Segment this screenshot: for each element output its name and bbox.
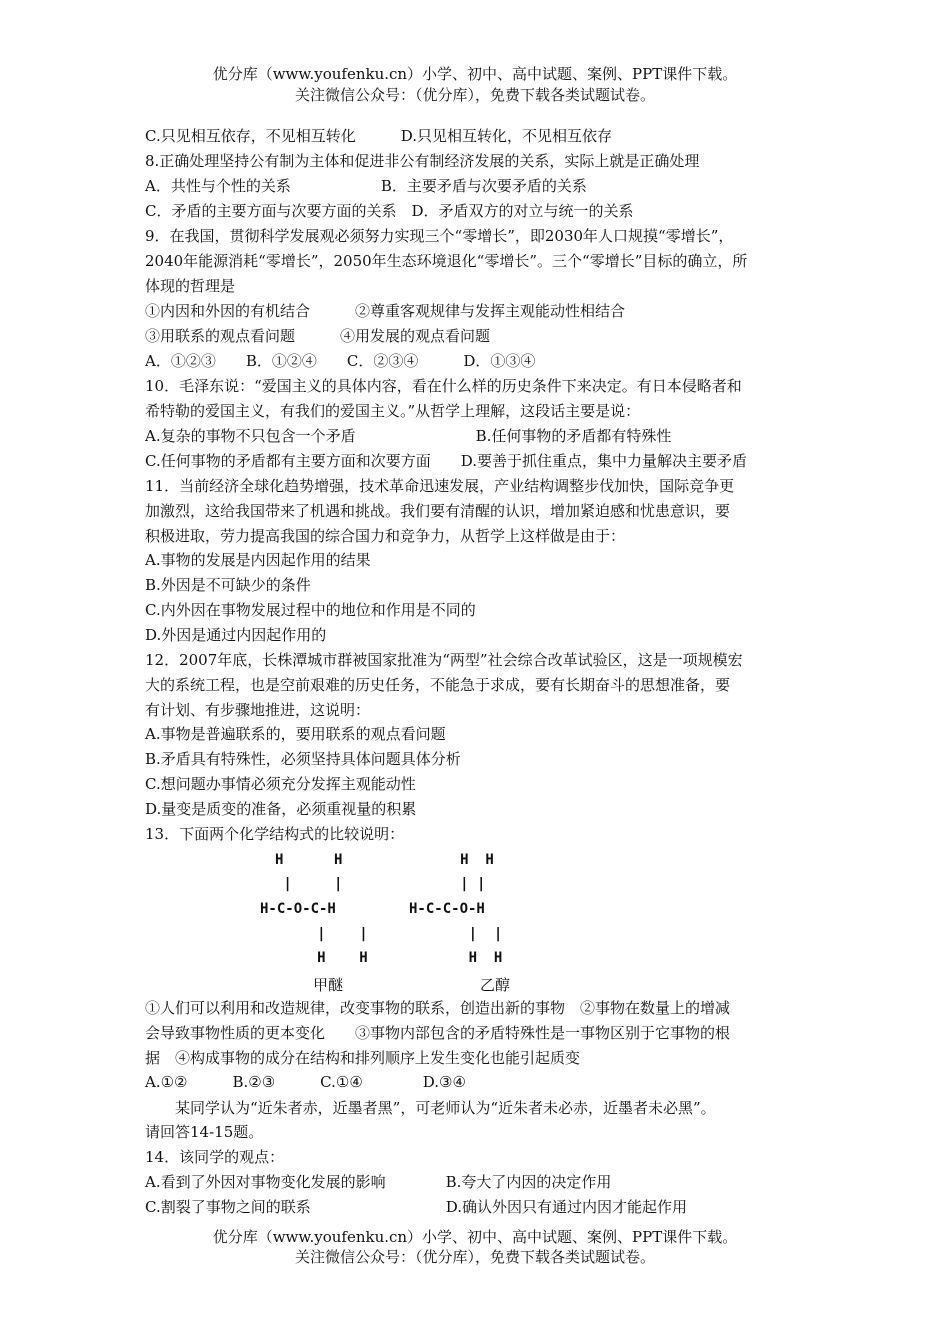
text-line: C.内外因在事物发展过程中的地位和作用是不同的 xyxy=(145,601,476,619)
ether-bottom-bonds: | | xyxy=(275,926,368,942)
text-line: C．矛盾的主要方面与次要方面的关系 D．矛盾双方的对立与统一的关系 xyxy=(145,202,634,220)
text-line: A.事物的发展是内因起作用的结果 xyxy=(145,551,371,569)
text-line: 14．该同学的观点： xyxy=(145,1148,285,1166)
text-line: 大的系统工程，也是空前艰难的历史任务，不能急于求成，要有长期奋斗的思想准备，要 xyxy=(145,676,731,694)
ether-top-atoms: H H xyxy=(275,852,343,868)
ethanol-bottom-bonds: | | xyxy=(418,926,503,942)
ether-bottom-atoms: H H xyxy=(275,950,368,966)
ether-main-chain: H-C-O-C-H xyxy=(260,901,336,917)
text-line: A.复杂的事物不只包含一个矛盾 B.任何事物的矛盾都有特殊性 xyxy=(145,427,672,445)
text-line: 10．毛泽东说：“爱国主义的具体内容，看在什么样的历史条件下来决定。有日本侵略者和 xyxy=(145,377,742,395)
ether-name: 甲醚 xyxy=(313,976,344,994)
text-line: 某同学认为“近朱者赤，近墨者黑”，可老师认为“近朱者未必赤，近墨者未必黑”。 xyxy=(145,1099,716,1117)
text-line: 12．2007年底，长株潭城市群被国家批准为“两型”社会综合改革试验区，这是一项规模宏 xyxy=(145,651,743,669)
ethanol-name: 乙醇 xyxy=(480,976,511,994)
text-line: ①人们可以利用和改造规律，改变事物的联系，创造出新的事物 ②事物在数量上的增减 xyxy=(145,999,731,1017)
text-line: C.想问题办事情必须充分发挥主观能动性 xyxy=(145,775,416,793)
ethanol-top-bonds: | | xyxy=(418,876,486,892)
text-line: D.外因是通过内因起作用的 xyxy=(145,626,327,644)
text-line: A．共性与个性的关系 B．主要矛盾与次要矛盾的关系 xyxy=(145,177,587,195)
text-line: ③用联系的观点看问题 ④用发展的观点看问题 xyxy=(145,327,491,345)
text-line: 11．当前经济全球化趋势增强，技术革命迅速发展，产业结构调整步伐加快，国际竞争更 xyxy=(145,477,735,495)
text-line: A.①② B.②③ C.①④ D.③④ xyxy=(145,1073,466,1091)
text-line: B.矛盾具有特殊性，必须坚持具体问题具体分析 xyxy=(145,750,461,768)
text-line: A.看到了外因对事物变化发展的影响 B.夸大了内因的决定作用 xyxy=(145,1173,612,1191)
text-line: A．①②③ B．①②④ C．②③④ D．①③④ xyxy=(145,352,536,370)
text-line: C.割裂了事物之间的联系 D.确认外因只有通过内因才能起作用 xyxy=(145,1198,687,1216)
ethanol-main-chain: H-C-C-O-H xyxy=(409,901,485,917)
text-line: C.任何事物的矛盾都有主要方面和次要方面 D.要善于抓住重点，集中力量解决主要矛盾 xyxy=(145,452,747,470)
text-line: 2040年能源消耗“零增长”，2050年生态环境退化“零增长”。三个“零增长”目标的确立，所 xyxy=(145,252,748,270)
text-line: D.量变是质变的准备，必须重视量的积累 xyxy=(145,800,417,818)
text-line: 加激烈，这给我国带来了机遇和挑战。我们要有清醒的认识，增加紧迫感和忧患意识，要 xyxy=(145,502,731,520)
text-line: C.只见相互依存，不见相互转化 D.只见相互转化，不见相互依存 xyxy=(145,127,612,145)
text-line: 体现的哲理是 xyxy=(145,277,236,295)
text-line: ①内因和外因的有机结合 ②尊重客观规律与发挥主观能动性相结合 xyxy=(145,302,626,320)
text-line: 会导致事物性质的更本变化 ③事物内部包含的矛盾特殊性是一事物区别于它事物的根 xyxy=(145,1024,731,1042)
text-line: 积极进取，劳力提高我国的综合国力和竞争力，从哲学上这样做是由于： xyxy=(145,527,626,545)
footer-line-2: 关注微信公众号：（优分库），免费下载各类试题试卷。 xyxy=(294,1248,655,1266)
header-line-2: 关注微信公众号：（优分库），免费下载各类试题试卷。 xyxy=(294,86,655,104)
text-line: 9．在我国，贯彻科学发展观必须努力实现三个“零增长”，即2030年人口规摸“零增长”， xyxy=(145,227,734,245)
ethanol-top-atoms: H H xyxy=(418,852,494,868)
header-line-1: 优分库（www.youfenku.cn）小学、初中、高中试题、案例、PPT课件下载。 xyxy=(212,65,738,83)
text-line: 请回答14-15题。 xyxy=(145,1123,264,1141)
ether-top-bonds: | | xyxy=(275,876,343,892)
footer-line-1: 优分库（www.youfenku.cn）小学、初中、高中试题、案例、PPT课件下载。 xyxy=(212,1228,738,1246)
text-line: B.外因是不可缺少的条件 xyxy=(145,576,311,594)
text-line: 有计划、有步骤地推进，这说明： xyxy=(145,701,371,719)
text-line: 8.正确处理坚持公有制为主体和促进非公有制经济发展的关系，实际上就是正确处理 xyxy=(145,152,700,170)
text-line: A.事物是普遍联系的，要用联系的观点看问题 xyxy=(145,725,446,743)
ethanol-bottom-atoms: H H xyxy=(418,950,503,966)
text-line: 13．下面两个化学结构式的比较说明： xyxy=(145,825,405,843)
text-line: 希特勒的爱国主义，有我们的爱国主义。”从哲学上理解，这段话主要是说： xyxy=(145,402,641,420)
text-line: 据 ④构成事物的成分在结构和排列顺序上发生变化也能引起质变 xyxy=(145,1049,581,1067)
